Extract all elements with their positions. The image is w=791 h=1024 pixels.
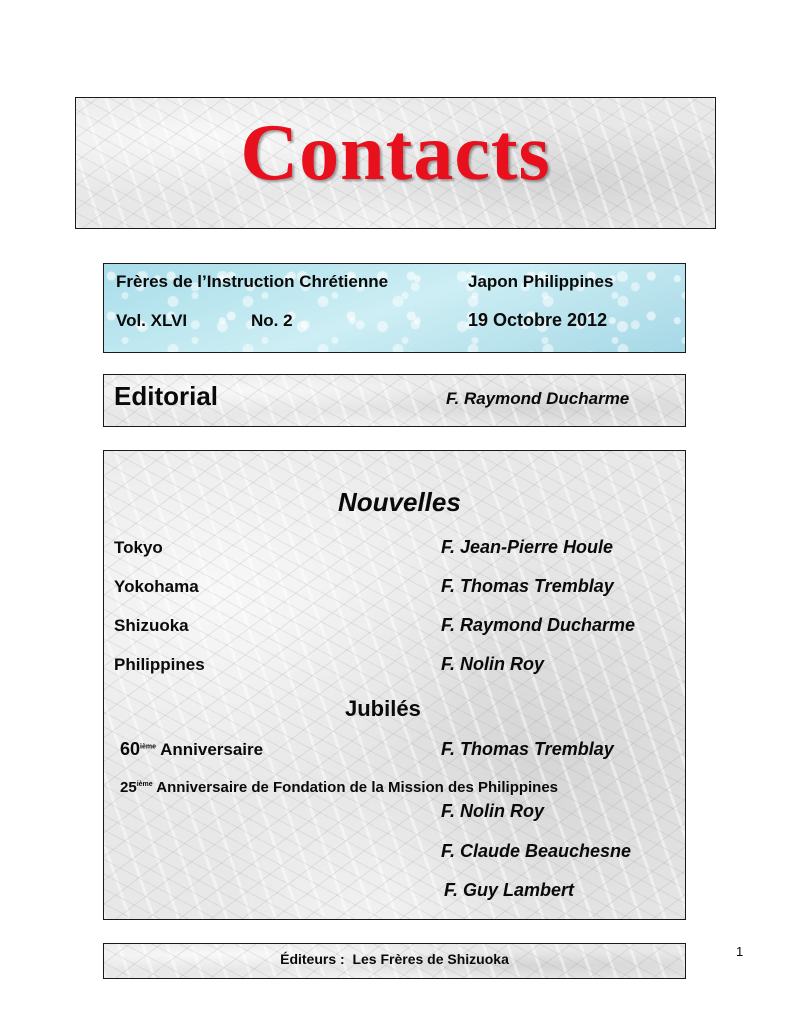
jubilee-author: F. Thomas Tremblay — [441, 739, 614, 759]
editorial-box — [103, 374, 686, 427]
news-place: Philippines — [114, 655, 205, 674]
jubilee-label: Anniversaire — [160, 740, 264, 759]
volume: Vol. XLVI — [116, 311, 188, 330]
jubilee-number: 60 — [120, 739, 141, 759]
masthead-box — [103, 263, 686, 353]
nouvelles-heading: Nouvelles — [338, 487, 461, 517]
page-number: 1 — [736, 944, 744, 959]
jubilee-60 — [120, 739, 263, 760]
news-place: Shizuoka — [114, 616, 189, 635]
jubilee-25 — [120, 779, 558, 796]
jubilee-label: Anniversaire de Fondation de la Mission des Philippines — [156, 779, 559, 796]
editors-line — [104, 951, 685, 967]
jubilee-author: F. Nolin Roy — [441, 801, 544, 821]
footer-box — [103, 943, 686, 979]
news-author: F. Nolin Roy — [441, 654, 544, 674]
issue-date: 19 Octobre 2012 — [468, 310, 608, 330]
jubilee-author: F. Guy Lambert — [444, 880, 575, 900]
news-author: F. Thomas Tremblay — [441, 576, 614, 596]
editors-value: Les Frères de Shizuoka — [352, 951, 509, 967]
editorial-author: F. Raymond Ducharme — [446, 389, 630, 408]
jubilee-number: 25 — [120, 779, 137, 796]
region: Japon Philippines — [468, 272, 614, 291]
issue-number: No. 2 — [251, 311, 293, 330]
news-place: Yokohama — [114, 577, 199, 596]
jubilee-ordinal: ième — [140, 743, 156, 751]
editorial-label: Editorial — [114, 381, 219, 411]
news-place: Tokyo — [114, 538, 163, 557]
jubilee-ordinal: ième — [136, 781, 153, 788]
editors-label: Éditeurs : — [280, 951, 345, 967]
news-author: F. Jean-Pierre Houle — [441, 537, 614, 557]
title-banner — [75, 97, 716, 229]
jubilee-author: F. Claude Beauchesne — [441, 841, 632, 861]
page-title: Contacts — [240, 109, 551, 197]
news-author: F. Raymond Ducharme — [441, 615, 636, 635]
jubiles-heading: Jubilés — [345, 696, 421, 721]
contents-box — [103, 450, 686, 920]
org-name: Frères de l’Instruction Chrétienne — [116, 272, 389, 291]
